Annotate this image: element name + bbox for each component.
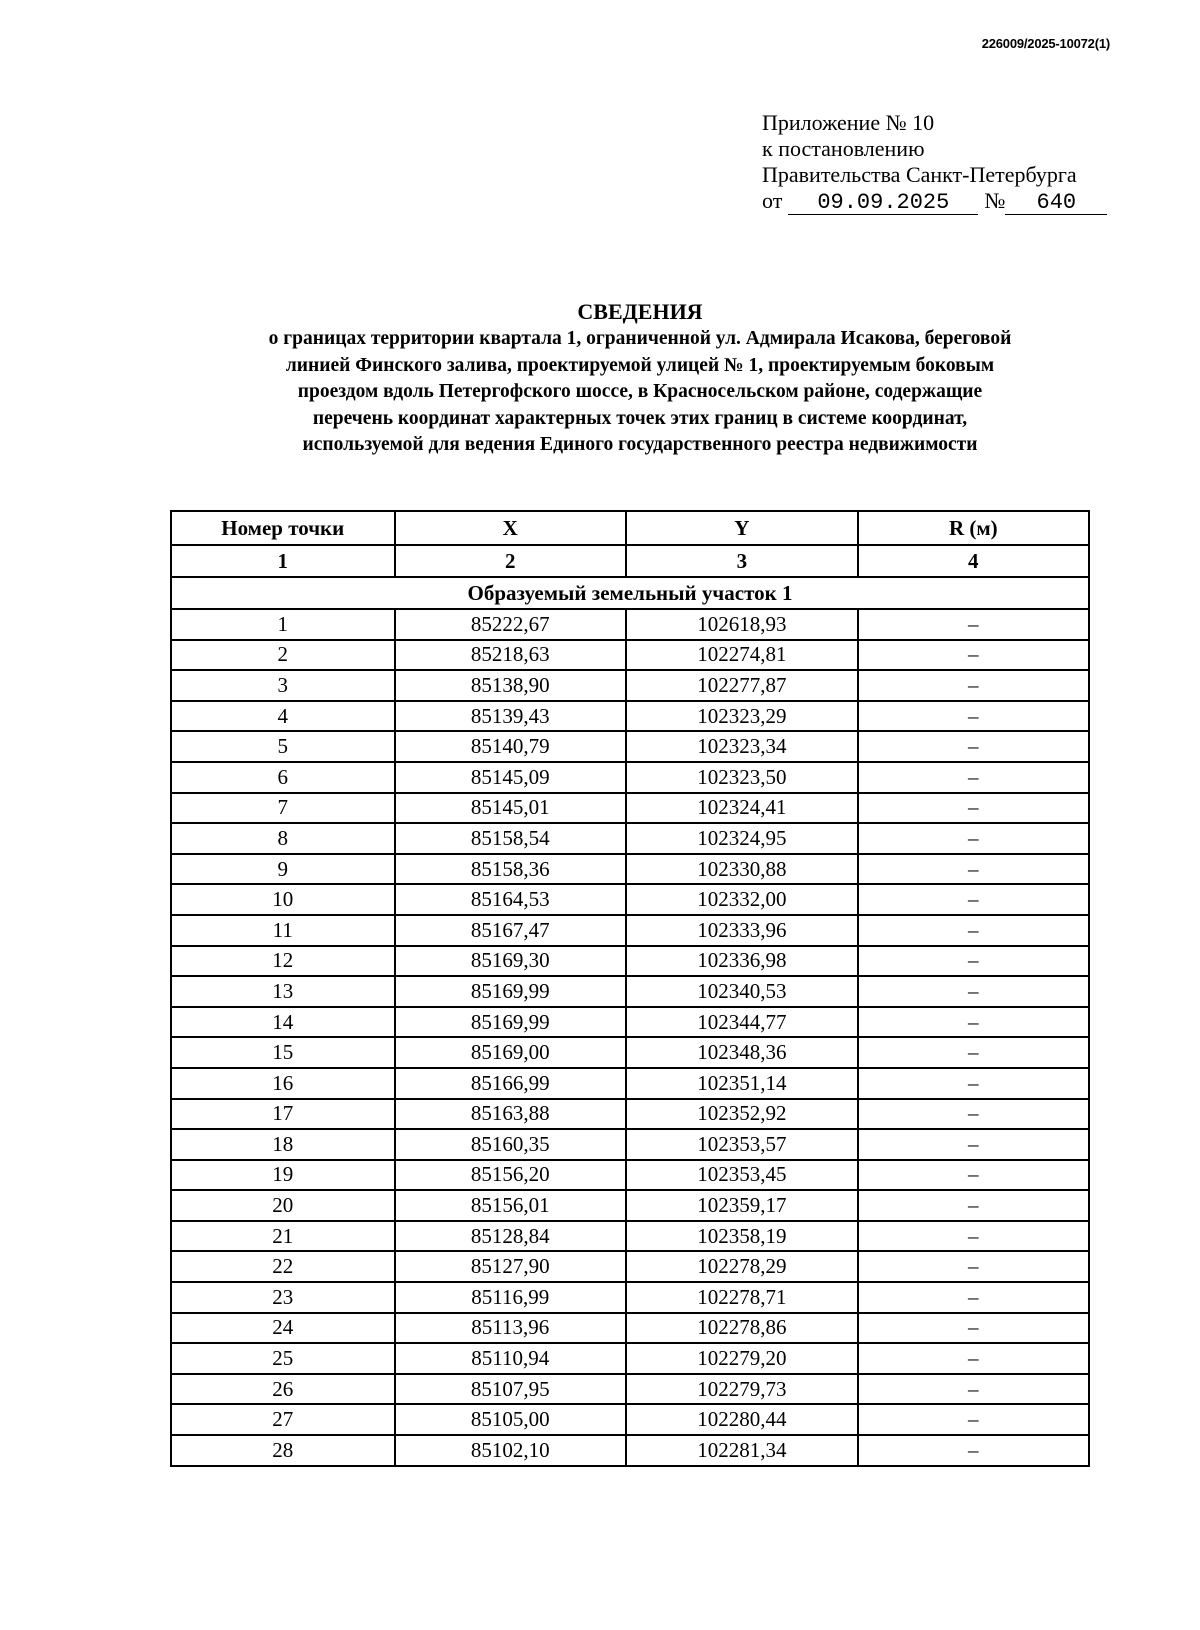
- table-row: [171, 1221, 1089, 1252]
- x-coordinate-cell: 85169,99: [395, 976, 627, 1007]
- point-number-cell: 2: [171, 640, 395, 671]
- table-row: [171, 762, 1089, 793]
- table-row: [171, 1343, 1089, 1374]
- y-coordinate-cell: 102352,92: [626, 1099, 858, 1130]
- table-row: [171, 701, 1089, 732]
- point-number-cell: 26: [171, 1374, 395, 1405]
- point-number-cell: 6: [171, 762, 395, 793]
- y-coordinate-cell: 102333,96: [626, 915, 858, 946]
- y-coordinate-cell: 102280,44: [626, 1404, 858, 1435]
- table-row: [171, 946, 1089, 977]
- from-label: от: [762, 188, 783, 213]
- radius-cell: –: [858, 946, 1089, 977]
- table-row: [171, 1374, 1089, 1405]
- y-coordinate-cell: 102324,95: [626, 823, 858, 854]
- point-number-cell: 5: [171, 731, 395, 762]
- y-coordinate-cell: 102278,71: [626, 1282, 858, 1313]
- point-number-cell: 8: [171, 823, 395, 854]
- table-row: [171, 793, 1089, 824]
- table-row: [171, 1007, 1089, 1038]
- point-number-cell: 14: [171, 1007, 395, 1038]
- radius-cell: –: [858, 1313, 1089, 1344]
- x-coordinate-cell: 85128,84: [395, 1221, 627, 1252]
- y-coordinate-cell: 102359,17: [626, 1190, 858, 1221]
- y-coordinate-cell: 102351,14: [626, 1068, 858, 1099]
- x-coordinate-cell: 85163,88: [395, 1099, 627, 1130]
- radius-cell: –: [858, 1221, 1089, 1252]
- x-coordinate-cell: 85110,94: [395, 1343, 627, 1374]
- x-coordinate-cell: 85158,36: [395, 854, 627, 885]
- column-number-row: [171, 545, 1089, 577]
- radius-cell: –: [858, 609, 1089, 640]
- x-coordinate-cell: 85222,67: [395, 609, 627, 640]
- y-coordinate-cell: 102344,77: [626, 1007, 858, 1038]
- y-coordinate-cell: 102340,53: [626, 976, 858, 1007]
- table-row: [171, 1404, 1089, 1435]
- radius-cell: –: [858, 640, 1089, 671]
- radius-cell: –: [858, 1251, 1089, 1282]
- table-row: [171, 1037, 1089, 1068]
- section-title: Образуемый земельный участок 1: [171, 577, 1089, 609]
- table-row: [171, 915, 1089, 946]
- x-coordinate-cell: 85105,00: [395, 1404, 627, 1435]
- x-coordinate-cell: 85102,10: [395, 1435, 627, 1466]
- x-coordinate-cell: 85138,90: [395, 670, 627, 701]
- table-row: [171, 1190, 1089, 1221]
- x-coordinate-cell: 85169,30: [395, 946, 627, 977]
- y-coordinate-cell: 102279,73: [626, 1374, 858, 1405]
- y-coordinate-cell: 102278,86: [626, 1313, 858, 1344]
- y-coordinate-cell: 102330,88: [626, 854, 858, 885]
- column-number: 2: [395, 545, 627, 577]
- column-number: 4: [858, 545, 1089, 577]
- point-number-cell: 19: [171, 1160, 395, 1191]
- resolution-number: 640: [1005, 192, 1107, 215]
- table-row: [171, 1251, 1089, 1282]
- point-number-cell: 27: [171, 1404, 395, 1435]
- coordinates-table: [170, 510, 1090, 1467]
- radius-cell: –: [858, 915, 1089, 946]
- x-coordinate-cell: 85113,96: [395, 1313, 627, 1344]
- table-row: [171, 609, 1089, 640]
- appendix-line-2: к постановлению: [762, 136, 925, 161]
- header-x: X: [395, 511, 627, 545]
- radius-cell: –: [858, 1190, 1089, 1221]
- point-number-cell: 21: [171, 1221, 395, 1252]
- section-row: [171, 577, 1089, 609]
- radius-cell: –: [858, 1129, 1089, 1160]
- table-row: [171, 1282, 1089, 1313]
- x-coordinate-cell: 85140,79: [395, 731, 627, 762]
- point-number-cell: 16: [171, 1068, 395, 1099]
- point-number-cell: 3: [171, 670, 395, 701]
- x-coordinate-cell: 85160,35: [395, 1129, 627, 1160]
- document-registration-number: 226009/2025-10072(1): [981, 36, 1110, 51]
- table-row: [171, 823, 1089, 854]
- point-number-cell: 17: [171, 1099, 395, 1130]
- y-coordinate-cell: 102618,93: [626, 609, 858, 640]
- point-number-cell: 9: [171, 854, 395, 885]
- x-coordinate-cell: 85156,20: [395, 1160, 627, 1191]
- radius-cell: –: [858, 1160, 1089, 1191]
- column-number: 3: [626, 545, 858, 577]
- table-row: [171, 1068, 1089, 1099]
- radius-cell: –: [858, 1037, 1089, 1068]
- x-coordinate-cell: 85218,63: [395, 640, 627, 671]
- radius-cell: –: [858, 1435, 1089, 1466]
- radius-cell: –: [858, 731, 1089, 762]
- title-heading: СВЕДЕНИЯ: [577, 299, 703, 324]
- x-coordinate-cell: 85169,99: [395, 1007, 627, 1038]
- radius-cell: –: [858, 1404, 1089, 1435]
- radius-cell: –: [858, 976, 1089, 1007]
- y-coordinate-cell: 102353,57: [626, 1129, 858, 1160]
- radius-cell: –: [858, 1099, 1089, 1130]
- radius-cell: –: [858, 823, 1089, 854]
- resolution-date: 09.09.2025: [788, 192, 978, 215]
- table-row: [171, 1435, 1089, 1466]
- appendix-line-1: Приложение № 10: [762, 110, 935, 135]
- y-coordinate-cell: 102323,34: [626, 731, 858, 762]
- radius-cell: –: [858, 701, 1089, 732]
- x-coordinate-cell: 85169,00: [395, 1037, 627, 1068]
- table-header-row: [171, 511, 1089, 545]
- column-number: 1: [171, 545, 395, 577]
- point-number-cell: 15: [171, 1037, 395, 1068]
- point-number-cell: 10: [171, 884, 395, 915]
- table-row: [171, 731, 1089, 762]
- table-row: [171, 1160, 1089, 1191]
- radius-cell: –: [858, 1007, 1089, 1038]
- x-coordinate-cell: 85139,43: [395, 701, 627, 732]
- x-coordinate-cell: 85107,95: [395, 1374, 627, 1405]
- y-coordinate-cell: 102277,87: [626, 670, 858, 701]
- number-label: №: [984, 188, 1006, 213]
- table-row: [171, 1313, 1089, 1344]
- document-title: [160, 298, 1120, 459]
- point-number-cell: 13: [171, 976, 395, 1007]
- y-coordinate-cell: 102324,41: [626, 793, 858, 824]
- radius-cell: –: [858, 1282, 1089, 1313]
- header-y: Y: [626, 511, 858, 545]
- radius-cell: –: [858, 854, 1089, 885]
- y-coordinate-cell: 102278,29: [626, 1251, 858, 1282]
- x-coordinate-cell: 85156,01: [395, 1190, 627, 1221]
- x-coordinate-cell: 85166,99: [395, 1068, 627, 1099]
- y-coordinate-cell: 102274,81: [626, 640, 858, 671]
- x-coordinate-cell: 85145,09: [395, 762, 627, 793]
- point-number-cell: 23: [171, 1282, 395, 1313]
- x-coordinate-cell: 85116,99: [395, 1282, 627, 1313]
- y-coordinate-cell: 102336,98: [626, 946, 858, 977]
- point-number-cell: 1: [171, 609, 395, 640]
- radius-cell: –: [858, 670, 1089, 701]
- point-number-cell: 11: [171, 915, 395, 946]
- x-coordinate-cell: 85164,53: [395, 884, 627, 915]
- title-subtitle: о границах территории квартала 1, ограниченной ул. Адмирала Исакова, береговой линией Финского залива, проектируемой улицей № 1, проектируемым боковым проездом вдоль Петергофского шоссе, в Красносельском районе, содержащие перечень координат характерных точек этих границ в системе координат, используемой для ведения Единого государственного реестра недвижимости: [268, 328, 1012, 455]
- y-coordinate-cell: 102353,45: [626, 1160, 858, 1191]
- appendix-block: [762, 110, 1107, 215]
- x-coordinate-cell: 85158,54: [395, 823, 627, 854]
- radius-cell: –: [858, 1374, 1089, 1405]
- y-coordinate-cell: 102323,50: [626, 762, 858, 793]
- y-coordinate-cell: 102332,00: [626, 884, 858, 915]
- table-row: [171, 854, 1089, 885]
- y-coordinate-cell: 102323,29: [626, 701, 858, 732]
- x-coordinate-cell: 85145,01: [395, 793, 627, 824]
- table-row: [171, 1099, 1089, 1130]
- appendix-line-3: Правительства Санкт-Петербурга: [762, 162, 1077, 187]
- point-number-cell: 4: [171, 701, 395, 732]
- table-row: [171, 884, 1089, 915]
- point-number-cell: 28: [171, 1435, 395, 1466]
- point-number-cell: 22: [171, 1251, 395, 1282]
- radius-cell: –: [858, 1068, 1089, 1099]
- radius-cell: –: [858, 1343, 1089, 1374]
- appendix-date-line: [762, 188, 1107, 215]
- point-number-cell: 20: [171, 1190, 395, 1221]
- radius-cell: –: [858, 762, 1089, 793]
- point-number-cell: 25: [171, 1343, 395, 1374]
- y-coordinate-cell: 102358,19: [626, 1221, 858, 1252]
- radius-cell: –: [858, 793, 1089, 824]
- y-coordinate-cell: 102348,36: [626, 1037, 858, 1068]
- y-coordinate-cell: 102279,20: [626, 1343, 858, 1374]
- table-row: [171, 640, 1089, 671]
- point-number-cell: 24: [171, 1313, 395, 1344]
- radius-cell: –: [858, 884, 1089, 915]
- table-row: [171, 976, 1089, 1007]
- point-number-cell: 7: [171, 793, 395, 824]
- x-coordinate-cell: 85167,47: [395, 915, 627, 946]
- table-row: [171, 1129, 1089, 1160]
- header-point-number: Номер точки: [171, 511, 395, 545]
- x-coordinate-cell: 85127,90: [395, 1251, 627, 1282]
- point-number-cell: 18: [171, 1129, 395, 1160]
- header-r: R (м): [858, 511, 1089, 545]
- point-number-cell: 12: [171, 946, 395, 977]
- y-coordinate-cell: 102281,34: [626, 1435, 858, 1466]
- table-row: [171, 670, 1089, 701]
